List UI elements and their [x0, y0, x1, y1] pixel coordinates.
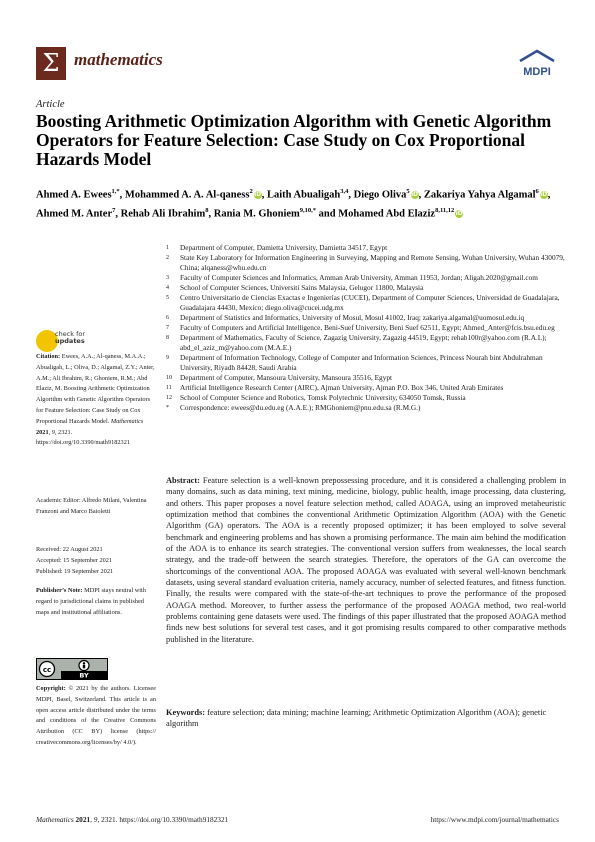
affiliation-number: 4: [166, 285, 169, 291]
affiliation-number: 9: [166, 355, 169, 361]
author-affiliation-marker: 6: [535, 188, 539, 195]
cc-by-license-icon[interactable]: [36, 658, 108, 680]
author-affiliation-marker: 8: [205, 207, 209, 214]
affiliation-number: 7: [166, 325, 169, 331]
author-separator: ,: [348, 189, 354, 201]
copyright-block: Copyright: © 2021 by the authors. Licensee MDPI, Basel, Switzerland. This article is an open access article distributed under the terms and conditions of the Creative Commons Attribution (CC BY) license (https:// creativecommons.org/licenses/by/ 4.0/).: [36, 685, 156, 746]
affiliation-text: Department of Information Technology, College of Computer and Information Sciences, Princess Nourah bint Abdulrahman University, Riyadh 84428, Saudi Arabia: [180, 353, 543, 372]
author-separator: ,: [547, 189, 551, 201]
author-affiliation-marker: 7: [112, 207, 116, 214]
author-separator: ,: [115, 208, 121, 220]
author-list: [36, 184, 566, 222]
publisher-note: Publisher’s Note: MDPI stays neutral with regard to jurisdictional claims in published maps and institutional affiliations.: [36, 587, 146, 616]
affiliation-number: 8: [166, 335, 169, 341]
svg-text:MDPI: MDPI: [523, 66, 551, 78]
mdpi-logo: [514, 49, 560, 79]
keywords-label: Keywords:: [166, 708, 206, 717]
affiliation-text: Correspondence: ewees@du.edu.eg (A.A.E.); RMGhoniem@pnu.edu.sa (R.M.G.): [180, 403, 421, 412]
article-type: Article: [36, 99, 65, 110]
author-name: and Mohamed Abd Elaziz: [318, 208, 436, 220]
citation-block: Citation: Ewees, A.A.; Al-qaness, M.A.A.; Abualigah, L.; Oliva, D.; Algamal, Z.Y.; Anter, A.M.; Ali Ibrahim, R.; Ghoniem, R.M.; Abd Elaziz, M. Boosting Arithmetic Optimization Algorithm with Genetic Algorithm Operators for Feature Selection: Case Study on Cox Proportional Hazards Model. Mathematics 2021, 9, 2321. https://doi.org/10.3390/math9182321: [36, 353, 155, 447]
dates-block: [36, 545, 156, 577]
abstract: [166, 475, 566, 645]
author-name: Mohammed A. A. Al-qaness: [124, 189, 250, 201]
abstract-text: Feature selection is a well-known prepossessing procedure, and it is considered a challenging problem in many domains, such as data mining, text mining, medicine, biology, public health, image processing, data clustering, and others. This paper proposes a novel feature selection method, called AOAGA, using an improved metaheuristic optimization method that combines the conventional Arithmetic Optimization Algorithm (AOA) with the Genetic Algorithm (GA) operators. The AOA is a recently proposed optimizer; it has been employed to solve several benchmark and engineering problems and has shown a promising performance. The main aim behind the modification of the AOA is to enhance its search strategies. The conventional version suffers from weaknesses, the local search strategy, and the trade-off between the search strategies. Therefore, the operators of the GA can overcome the shortcomings of the conventional AOA. The proposed AOAGA was evaluated with several well-known benchmark datasets, using several standard evaluation criteria, namely accuracy, number of selected features, and fitness function. Finally, the results were compared with the state-of-the-art techniques to prove the performance of the proposed AOAGA method. Moreover, to further assess the performance of the proposed AOAGA method, two real-world problems containing gene datasets were used. The findings of this paper illustrated that the proposed AOAGA method finds new best solutions for several test cases, and it got promising results compared to other comparative methods published in the literature.: [166, 476, 567, 644]
affiliation-text: Department of Computer, Damietta University, Damietta 34517, Egypt: [180, 243, 388, 252]
author-separator: ,: [208, 208, 214, 220]
author-name: Ahmed M. Anter: [36, 208, 113, 220]
journal-name: mathematics: [74, 50, 163, 69]
accepted-date: Accepted: 15 September 2021: [36, 556, 113, 564]
affiliation-item: [166, 313, 566, 323]
affiliation-number: 1: [166, 245, 169, 251]
affiliation-item: [166, 353, 566, 373]
affiliation-text: Artificial Intelligence Research Center (AIRC), Ajman University, Ajman P.O. Box 346, United Arab Emirates: [180, 383, 504, 392]
author-separator: ,: [261, 189, 267, 201]
svg-text:cc: cc: [42, 666, 52, 674]
affiliation-number: 5: [166, 295, 169, 301]
affiliation-text: Faculty of Computers and Artificial Intelligence, Beni-Suef University, Beni Suef 62511, Egypt; Ahmed_Anter@fcis.bsu.edu.eg: [180, 323, 555, 332]
check-updates-label: check for updates: [55, 330, 86, 345]
author-name: Rania M. Ghoniem: [213, 208, 300, 220]
affiliation-item: [166, 403, 566, 413]
author-name: Zakariya Yahya Algamal: [423, 189, 536, 201]
affiliation-item: [166, 283, 566, 293]
affiliation-item: [166, 293, 566, 313]
affiliation-text: Centro Universitario de Ciencias Exactas e Ingenierías (CUCEI), Department of Computer Sciences, Universidad de Guadalajara, Guadalajara 44430, Mexico; diego.oliva@cucei.udg.mx: [180, 293, 560, 312]
affiliation-list: [166, 243, 566, 413]
affiliation-item: [166, 253, 566, 273]
affiliation-text: Faculty of Computer Sciences and Informatics, Amman Arab University, Amman 11953, Jordan; Aligah.2020@gmail.com: [180, 273, 538, 282]
affiliation-item: [166, 243, 566, 253]
author-name: Diego Oliva: [353, 189, 407, 201]
author-separator: ,: [418, 189, 424, 201]
keywords: [166, 707, 566, 730]
author-affiliation-marker: 3,4: [340, 188, 349, 195]
author-name: Ahmed A. Ewees: [36, 189, 112, 201]
published-date: Published: 19 September 2021: [36, 567, 114, 575]
author-affiliation-marker: 5: [406, 188, 410, 195]
affiliation-text: School of Computer Science and Robotics, Tomsk Polytechnic University, 634050 Tomsk, Russia: [180, 393, 466, 402]
svg-text:BY: BY: [79, 671, 89, 679]
affiliation-text: Department of Mathematics, Faculty of Science, Zagazig University, Zagazig 44519, Egypt; rehab100r@yahoo.com (R.A.I.); abd_el_aziz_m@yahoo.com (M.A.E.): [180, 333, 547, 352]
affiliation-text: Department of Computer, Mansoura University, Mansoura 35516, Egypt: [180, 373, 393, 382]
footer-citation: Mathematics 2021, 9, 2321. https://doi.org/10.3390/math9182321: [36, 815, 229, 824]
academic-editor: Academic Editor: Alfredo Milani, Valentina Franzoni and Marco Baioletti: [36, 497, 147, 515]
affiliation-number: *: [166, 405, 169, 411]
journal-logo: Σ: [36, 47, 66, 80]
author-name: Laith Abualigah: [266, 189, 341, 201]
author-affiliation-marker: 2: [249, 188, 253, 195]
author-affiliation-marker: 9,10,*: [299, 207, 317, 214]
author-affiliation-marker: 1,*: [111, 188, 120, 195]
affiliation-item: [166, 383, 566, 393]
affiliation-text: Department of Statistics and Informatics, University of Mosul, Mosul 41002, Iraq; zakariya.algamal@uomosul.edu.iq: [180, 313, 525, 322]
keywords-text: feature selection; data mining; machine learning; Arithmetic Optimization Algorithm (AOA); genetic algorithm: [166, 708, 547, 729]
received-date: Received: 22 August 2021: [36, 546, 103, 553]
author-name: Rehab Ali Ibrahim: [120, 208, 206, 220]
affiliation-text: State Key Laboratory for Information Engineering in Surveying, Mapping and Remote Sensing, Wuhan University, Wuhan 430079, China; alqaness@whu.edu.cn: [180, 253, 565, 272]
paper-title: Boosting Arithmetic Optimization Algorithm with Genetic Algorithm Operators for Feature Selection: Case Study on Cox Proportional Hazards Model: [36, 111, 552, 169]
orcid-icon[interactable]: iD: [540, 191, 548, 199]
affiliation-item: [166, 273, 566, 283]
orcid-icon[interactable]: iD: [254, 191, 262, 199]
affiliation-number: 10: [166, 375, 172, 381]
orcid-icon[interactable]: iD: [455, 210, 463, 218]
affiliation-item: [166, 333, 566, 353]
affiliation-text: School of Computer Sciences, Universiti Sains Malaysia, Gelugor 11800, Malaysia: [180, 283, 424, 292]
affiliation-item: [166, 323, 566, 333]
author-separator: ,: [119, 189, 125, 201]
affiliation-number: 12: [166, 395, 172, 401]
affiliation-number: 6: [166, 315, 169, 321]
affiliation-item: [166, 393, 566, 403]
affiliation-number: 2: [166, 255, 169, 261]
affiliation-number: 3: [166, 275, 169, 281]
abstract-label: Abstract:: [166, 476, 200, 485]
affiliation-item: [166, 373, 566, 383]
author-affiliation-marker: 8,11,12: [435, 207, 455, 214]
footer-journal-url[interactable]: https://www.mdpi.com/journal/mathematics: [430, 815, 559, 824]
affiliation-number: 11: [166, 385, 172, 391]
orcid-icon[interactable]: iD: [411, 191, 419, 199]
